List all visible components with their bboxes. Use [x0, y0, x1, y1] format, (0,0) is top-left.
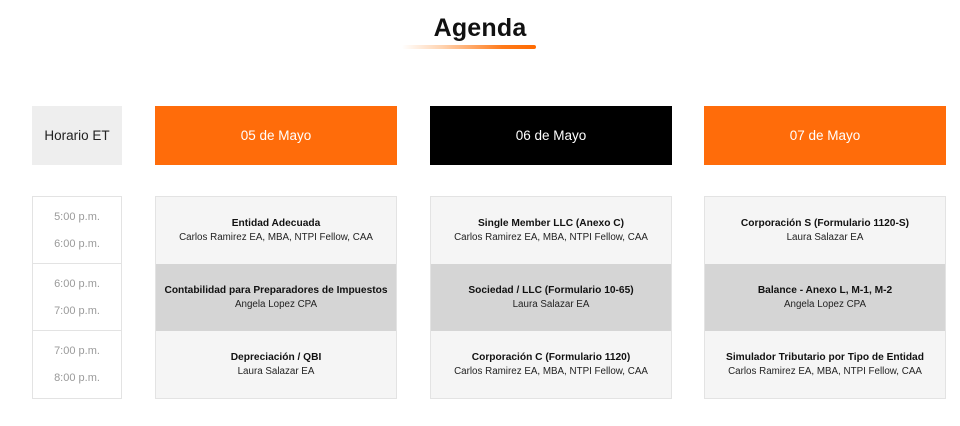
time-start: 6:00 p.m. — [54, 277, 100, 290]
title-underline — [402, 45, 536, 49]
agenda-header — [0, 14, 960, 43]
session-speaker: Carlos Ramirez EA, MBA, NTPI Fellow, CAA — [454, 232, 648, 243]
time-slot — [33, 197, 121, 264]
time-slot — [33, 331, 121, 398]
session-title: Corporación C (Formulario 1120) — [471, 352, 631, 363]
day-column-2 — [430, 196, 672, 399]
time-start: 5:00 p.m. — [54, 210, 100, 223]
session-card — [156, 264, 396, 331]
day-column-3 — [704, 196, 946, 399]
session-card — [156, 197, 396, 264]
day-header-2: 06 de Mayo — [430, 106, 672, 165]
day-header-1: 05 de Mayo — [155, 106, 397, 165]
session-title: Balance - Anexo L, M-1, M-2 — [757, 285, 893, 296]
session-speaker: Angela Lopez CPA — [783, 299, 867, 310]
session-speaker: Laura Salazar EA — [512, 299, 590, 310]
time-slot — [33, 264, 121, 331]
time-column — [32, 196, 122, 399]
session-card — [431, 197, 671, 264]
session-speaker: Carlos Ramirez EA, MBA, NTPI Fellow, CAA — [179, 232, 373, 243]
session-title: Single Member LLC (Anexo C) — [477, 218, 625, 229]
time-end: 6:00 p.m. — [54, 237, 100, 250]
session-speaker: Laura Salazar EA — [237, 366, 315, 377]
session-card — [156, 331, 396, 398]
session-title: Contabilidad para Preparadores de Impuestos — [164, 285, 388, 296]
session-title: Simulador Tributario por Tipo de Entidad — [726, 352, 924, 363]
session-card — [705, 331, 945, 398]
time-end: 8:00 p.m. — [54, 372, 100, 385]
session-speaker: Carlos Ramirez EA, MBA, NTPI Fellow, CAA — [454, 366, 648, 377]
time-start: 7:00 p.m. — [54, 344, 100, 357]
session-card — [705, 197, 945, 264]
session-title: Corporación S (Formulario 1120-S) — [740, 218, 910, 229]
session-card — [705, 264, 945, 331]
time-end: 7:00 p.m. — [54, 304, 100, 317]
session-card — [431, 264, 671, 331]
session-title: Entidad Adecuada — [231, 218, 321, 229]
time-column-header: Horario ET — [32, 106, 122, 165]
session-title: Sociedad / LLC (Formulario 10-65) — [468, 285, 634, 296]
session-card — [431, 331, 671, 398]
day-header-3: 07 de Mayo — [704, 106, 946, 165]
page-title: Agenda — [433, 14, 527, 42]
day-column-1 — [155, 196, 397, 399]
session-speaker: Angela Lopez CPA — [234, 299, 318, 310]
session-speaker: Laura Salazar EA — [786, 232, 864, 243]
session-speaker: Carlos Ramirez EA, MBA, NTPI Fellow, CAA — [728, 366, 922, 377]
session-title: Depreciación / QBI — [230, 352, 322, 363]
